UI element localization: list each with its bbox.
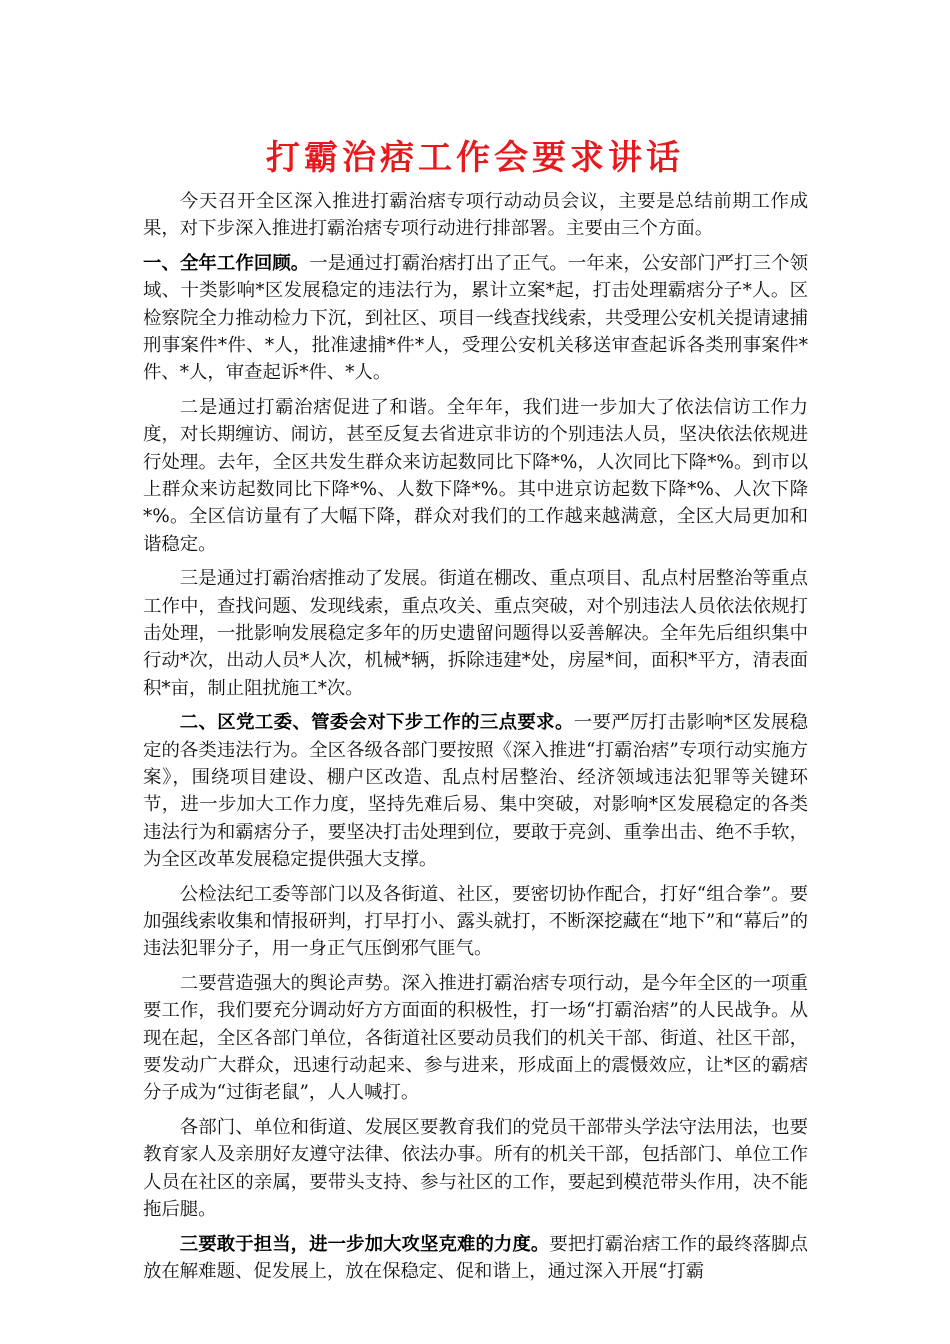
section-heading: 三要敢于担当，进一步加大攻坚克难的力度。 (179, 1233, 550, 1255)
paragraph (143, 881, 808, 963)
paragraph-text: 一是通过打霸治痞打出了正气。一年来，公安部门严打三个领域、十类影响*区发展稳定的违法行为，累计立案*起，打击处理霸痞分子*人。区检察院全力推动检力下沉，到社区、项目一线查找线索，共受理公安机关提请逮捕刑事案件*件、*人，批准逮捕*件*人，受理公安机关移送审查起诉各类刑事案件*件、*人，审查起诉*件、*人。 (143, 253, 808, 384)
paragraph (143, 970, 808, 1106)
paragraph-text: 今天召开全区深入推进打霸治痞专项行动动员会议，主要是总结前期工作成果，对下步深入推进打霸治痞专项行动进行排部署。主要由三个方面。 (143, 191, 808, 240)
section-heading: 二、区党工委、管委会对下步工作的三点要求。 (179, 712, 574, 734)
paragraph-text: 要把打霸治痞工作的最终落脚点放在解难题、促发展上，放在保稳定、促和谐上，通过深入开展“打霸 (143, 1233, 808, 1282)
paragraph-section-1 (143, 250, 808, 386)
paragraph-text: 二是通过打霸治痞促进了和谐。全年年，我们进一步加大了依法信访工作力度，对长期缠访、闹访，甚至反复去省进京非访的个别违法人员，坚决依法依规进行处理。去年，全区共发生群众来访起数同比下降*%，人次同比下降*%。到市以上群众来访起数同比下降*%、人数下降*%。其中进京访起数下降*%、人次下降*%。全区信访量有了大幅下降，群众对我们的工作越来越满意，全区大局更加和谐稳定。 (143, 397, 808, 555)
paragraph-section-3 (143, 1231, 808, 1286)
paragraph-text: 三是通过打霸治痞推动了发展。街道在棚改、重点项目、乱点村居整治等重点工作中，查找问题、发现线索，重点攻关、重点突破，对个别违法人员依法依规打击处理，一批影响发展稳定多年的历史遗留问题得以妥善解决。全年先后组织集中行动*次，出动人员*人次，机械*辆，拆除违建*处，房屋*间，面积*平方，清表面积*亩，制止阻扰施工*次。 (143, 568, 808, 699)
paragraph (143, 394, 808, 558)
paragraph (143, 565, 808, 701)
paragraph-text: 各部门、单位和街道、发展区要教育我们的党员干部带头学法守法用法，也要教育家人及亲朋好友遵守法律、依法办事。所有的机关干部，包括部门、单位工作人员在社区的亲属，要带头支持、参与社区的工作，要起到模范带头作用，决不能拖后腿。 (143, 1117, 808, 1220)
paragraph-section-2 (143, 709, 808, 873)
paragraph-intro (143, 188, 808, 243)
paragraph-text: 二要营造强大的舆论声势。深入推进打霸治痞专项行动，是今年全区的一项重要工作，我们要充分调动好方方面面的积极性，打一场“打霸治痞”的人民战争。从现在起，全区各部门单位，各街道社区要动员我们的机关干部、街道、社区干部，要发动广大群众，迅速行动起来、参与进来，形成面上的震慑效应，让*区的霸痞分子成为“过街老鼠”，人人喊打。 (143, 973, 808, 1104)
paragraph-text: 公检法纪工委等部门以及各街道、社区，要密切协作配合，打好“组合拳”。要加强线索收集和情报研判，打早打小、露头就打，不断深挖藏在“地下”和“幕后”的违法犯罪分子，用一身正气压倒邪气匪气。 (143, 883, 808, 960)
paragraph-text: 一要严厉打击影响*区发展稳定的各类违法行为。全区各级各部门要按照《深入推进“打霸治痞”专项行动实施方案》，围绕项目建设、棚户区改造、乱点村居整治、经济领域违法犯罪等关键环节，进一步加大工作力度，坚持先难后易、集中突破，对影响*区发展稳定的各类违法行为和霸痞分子，要坚决打击处理到位，要敢于亮剑、重拳出击、绝不手软，为全区改革发展稳定提供强大支撑。 (143, 712, 808, 870)
section-heading: 一、全年工作回顾。 (143, 253, 310, 275)
paragraph (143, 1114, 808, 1223)
document-title: 打霸治痞工作会要求讲话 (266, 138, 684, 178)
document-body (143, 188, 808, 1293)
